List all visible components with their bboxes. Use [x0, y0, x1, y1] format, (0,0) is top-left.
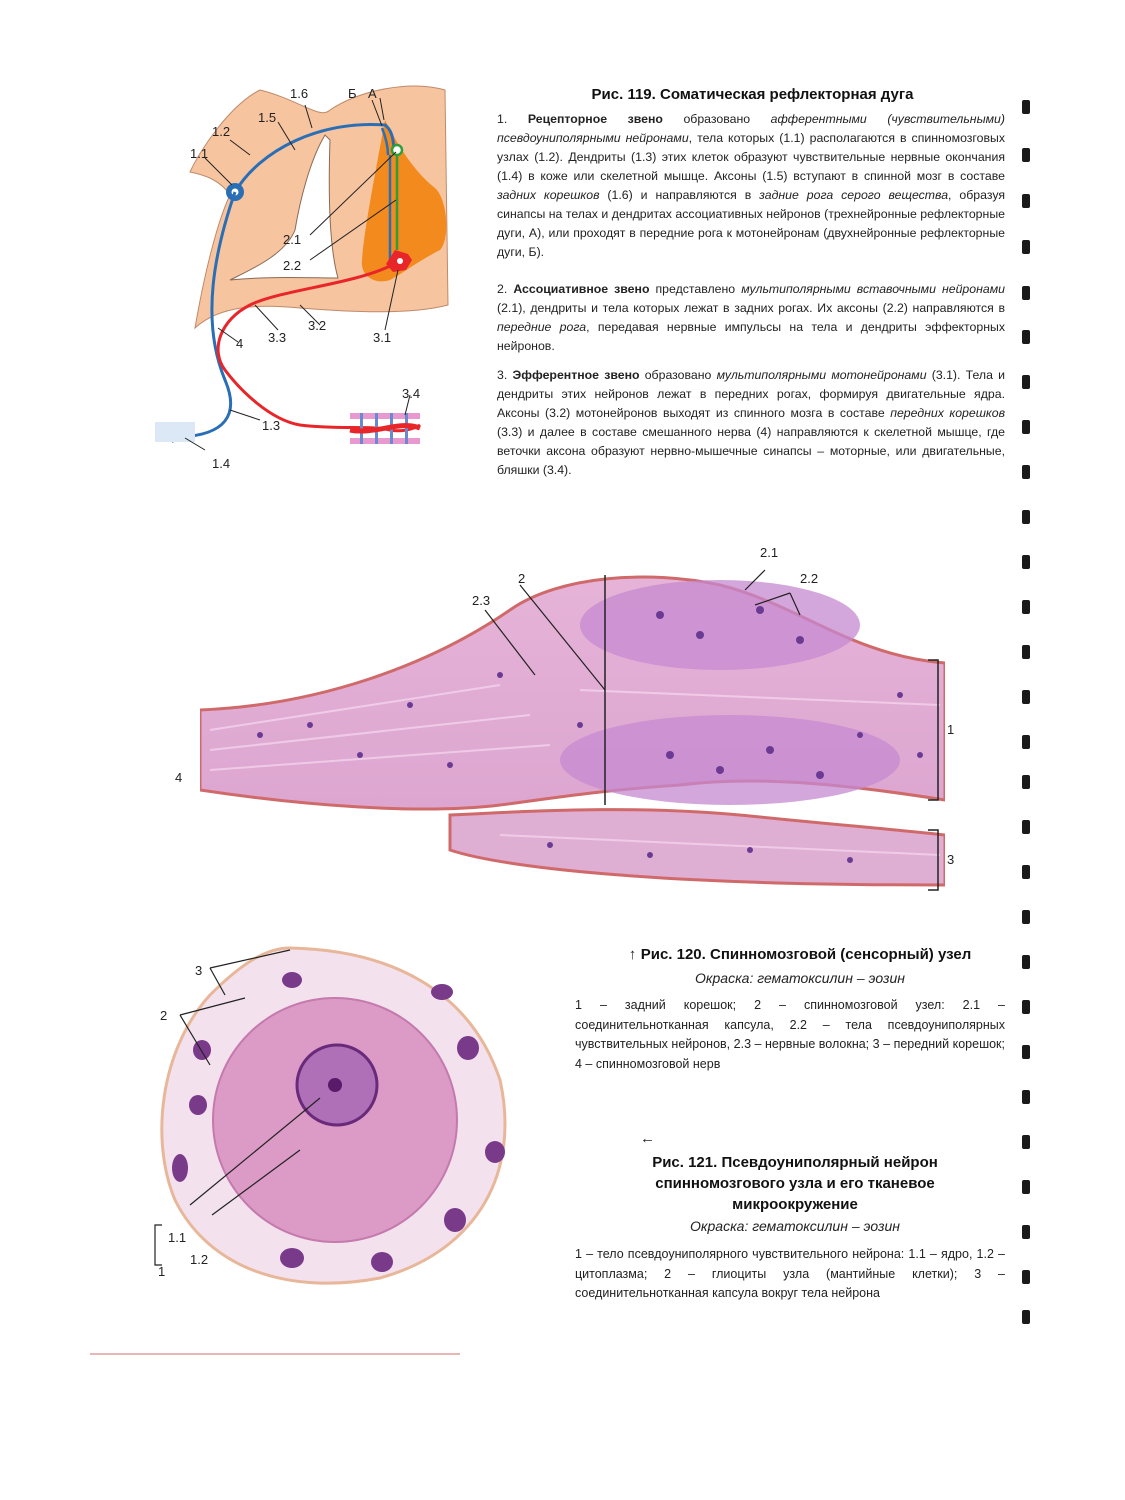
- fig121-label-1-2: 1.2: [190, 1252, 209, 1267]
- fig120-label-4: 4: [175, 770, 183, 785]
- reflex-arc-diagram: [150, 80, 450, 480]
- label-2-1: 2.1: [283, 232, 302, 247]
- up-arrow-icon: ↑: [628, 946, 637, 963]
- fig121-label-1-1: 1.1: [168, 1230, 187, 1245]
- fig121-label-1: 1: [158, 1264, 166, 1279]
- fig121-legend: 1 – тело псевдоуниполярного чувствительного нейрона: 1.1 – ядро, 1.2 – цитоплазма; 2 – глиоциты узла (мантийные клетки); 3 – соединительнотканная капсула вокруг тела нейрона: [575, 1247, 1005, 1300]
- label-1-5: 1.5: [258, 110, 277, 125]
- nucleolus: [328, 1078, 342, 1092]
- label-1-4: 1.4: [212, 456, 231, 471]
- label-3-3: 3.3: [268, 330, 287, 345]
- fig121-label-3: 3: [195, 963, 203, 978]
- label-B: Б: [348, 86, 357, 101]
- skin-receptor: [155, 422, 195, 442]
- label-3-4: 3.4: [402, 386, 421, 401]
- neuron-cluster-upper: [580, 580, 860, 670]
- anterior-root: [450, 810, 945, 885]
- neuron-cluster-lower: [560, 715, 900, 805]
- label-2-2: 2.2: [283, 258, 302, 273]
- label-1-3: 1.3: [262, 418, 281, 433]
- label-1-1: 1.1: [190, 146, 209, 161]
- fig121-title: Рис. 121. Псевдоуниполярный нейрон спинномозгового узла и его тканевое микроокружение: [652, 1154, 938, 1213]
- fig119-paragraph-2: 2. Ассоциативное звено представлено мультиполярными вставочными нейронами (2.1), дендриты и тела которых лежат в задних рогах. Их аксоны (2.2) направляются в передние рога, передавая нервные импульсы на тела и дендриты эффекторных нейронов.: [497, 282, 1005, 353]
- label-A: А: [368, 86, 377, 101]
- label-3-2: 3.2: [308, 318, 327, 333]
- fig120-label-3: 3: [947, 852, 955, 867]
- fig120-label-2-2: 2.2: [800, 571, 819, 586]
- fig120-title-row: [600, 946, 1000, 964]
- fig119-paragraph-1: 1. Рецепторное звено образовано афферентными (чувствительными) псевдоуниполярными нейронами, тела которых (1.1) располагаются в спинномозговых узлах (1.2). Дендриты (1.3) этих клеток образуют чувствительные нервные окончания (1.4) в коже или скелетной мышце. Аксоны (1.5) вступают в спинной мозг в составе задних корешков (1.6) и направляются в задние рога серого вещества, образуя синапсы на телах и дендритах ассоциативных нейронов (трехнейронные рефлекторные дуги, А), или проходят в передние рога к мотонейронам (двухнейронные рефлекторные дуги, Б).: [497, 112, 1006, 259]
- label-1-2: 1.2: [212, 124, 231, 139]
- fig120-label-1: 1: [947, 722, 955, 737]
- neuron-micrograph: [150, 940, 520, 1300]
- label-4: 4: [236, 336, 244, 351]
- ganglion-micrograph: [200, 555, 945, 910]
- fig121-label-2: 2: [160, 1008, 168, 1023]
- fig119-title: Рис. 119. Соматическая рефлекторная дуга: [591, 86, 914, 103]
- fig119-paragraph-3: 3. Эфферентное звено образовано мультиполярными мотонейронами (3.1). Тела и дендриты этих нейронов лежат в передних рогах, формируя двигательные ядра. Аксоны (3.2) мотонейронов выходят из спинного мозга в составе передних корешков (3.3) и далее в составе смешанного нерва (4) направляются к скелетной мышце, где веточки аксона образуют нервно-мышечные синапсы – моторные, или двигательные, бляшки (3.4).: [497, 368, 1005, 477]
- fig120-legend: 1 – задний корешок; 2 – спинномозговой узел: 2.1 – соединительнотканная капсула, 2.2 – тела псевдоуниполярных чувствительных нейронов, 2.3 – нервные волокна; 3 – передний корешок; 4 – спинномозговой нерв: [575, 998, 1005, 1071]
- fig120-label-2-1: 2.1: [760, 545, 779, 560]
- fig121-stain: Окраска: гематоксилин – эозин: [690, 1218, 900, 1234]
- bottom-rule: [90, 1353, 460, 1355]
- label-3-1: 3.1: [373, 330, 392, 345]
- associative-neuron: [392, 145, 402, 155]
- fig120-label-2: 2: [518, 571, 526, 586]
- fig120-label-2-3: 2.3: [472, 593, 491, 608]
- fig120-title: Рис. 120. Спинномозговой (сенсорный) узел: [640, 946, 972, 963]
- left-arrow-icon: ←: [640, 1130, 655, 1147]
- label-1-6: 1.6: [290, 86, 309, 101]
- fig120-stain: Окраска: гематоксилин – эозин: [695, 970, 905, 986]
